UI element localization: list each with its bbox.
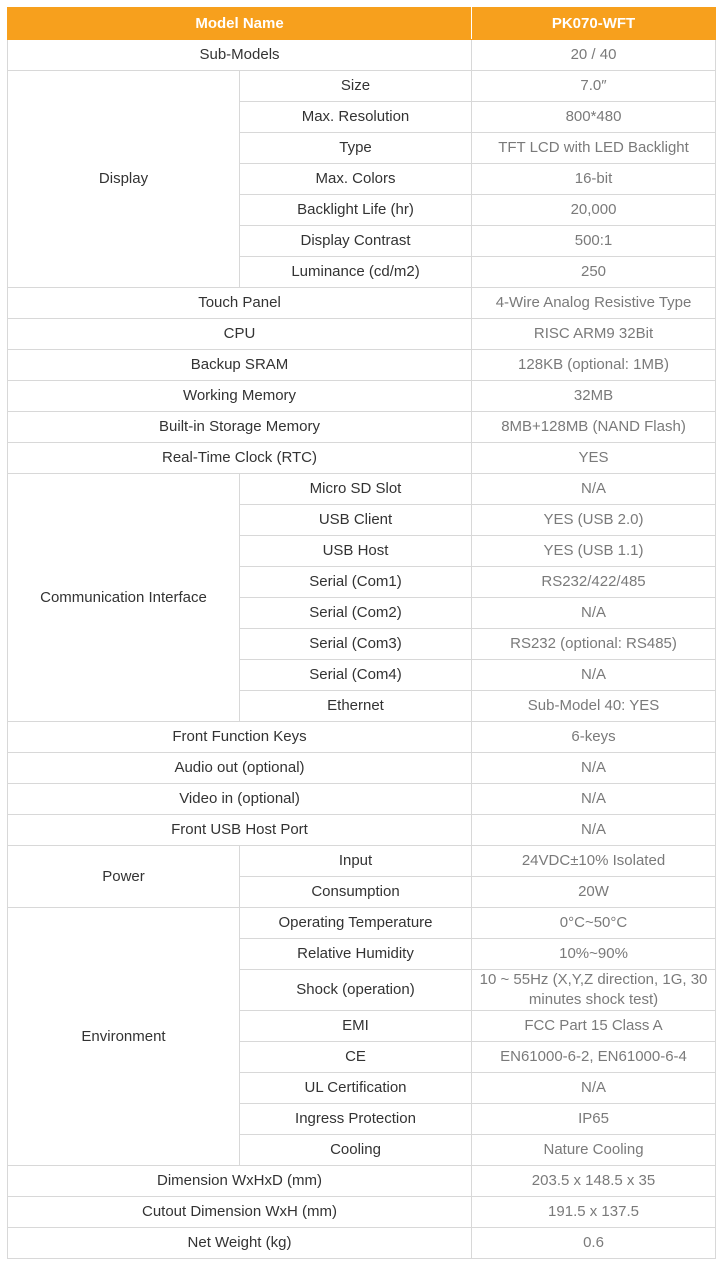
row-value: N/A: [472, 784, 716, 815]
row-value: YES (USB 1.1): [472, 536, 716, 567]
row-label: Audio out (optional): [8, 753, 472, 784]
sub-label: CE: [240, 1042, 472, 1073]
row-value: RS232/422/485: [472, 567, 716, 598]
row-label: Built-in Storage Memory: [8, 412, 472, 443]
sub-label: Relative Humidity: [240, 939, 472, 970]
sub-label: USB Client: [240, 505, 472, 536]
row-value: 10%~90%: [472, 939, 716, 970]
header-model: PK070-WFT: [472, 8, 716, 40]
sub-label: Consumption: [240, 877, 472, 908]
group-label-display: Display: [8, 71, 240, 288]
row-label: Real-Time Clock (RTC): [8, 443, 472, 474]
row-label: Touch Panel: [8, 288, 472, 319]
table-row: [8, 908, 716, 939]
table-row: [8, 71, 716, 102]
row-value: N/A: [472, 815, 716, 846]
sub-label: UL Certification: [240, 1073, 472, 1104]
table-row: [8, 815, 716, 846]
row-value: N/A: [472, 598, 716, 629]
row-value: 16-bit: [472, 164, 716, 195]
table-row: [8, 722, 716, 753]
group-label-environment: Environment: [8, 908, 240, 1166]
row-label: Front USB Host Port: [8, 815, 472, 846]
row-value: N/A: [472, 753, 716, 784]
sub-label: Micro SD Slot: [240, 474, 472, 505]
row-value: 10 ~ 55Hz (X,Y,Z direction, 1G, 30 minutes shock test): [472, 970, 716, 1011]
row-label: Cutout Dimension WxH (mm): [8, 1197, 472, 1228]
row-label: Front Function Keys: [8, 722, 472, 753]
sub-label: Backlight Life (hr): [240, 195, 472, 226]
row-value: 32MB: [472, 381, 716, 412]
row-value: 203.5 x 148.5 x 35: [472, 1166, 716, 1197]
row-value: 20 / 40: [472, 40, 716, 71]
sub-label: Operating Temperature: [240, 908, 472, 939]
row-value: 500:1: [472, 226, 716, 257]
sub-label: Type: [240, 133, 472, 164]
sub-label: Luminance (cd/m2): [240, 257, 472, 288]
table-row: [8, 288, 716, 319]
row-value: EN61000-6-2, EN61000-6-4: [472, 1042, 716, 1073]
row-value: 250: [472, 257, 716, 288]
group-label-communication: Communication Interface: [8, 474, 240, 722]
row-value: TFT LCD with LED Backlight: [472, 133, 716, 164]
row-value: 8MB+128MB (NAND Flash): [472, 412, 716, 443]
sub-label: Max. Resolution: [240, 102, 472, 133]
row-value: 0°C~50°C: [472, 908, 716, 939]
table-row: [8, 1197, 716, 1228]
table-row: [8, 381, 716, 412]
row-value: Nature Cooling: [472, 1135, 716, 1166]
row-value: IP65: [472, 1104, 716, 1135]
sub-label: Serial (Com3): [240, 629, 472, 660]
sub-label: Serial (Com2): [240, 598, 472, 629]
row-value: 20W: [472, 877, 716, 908]
row-value: Sub-Model 40: YES: [472, 691, 716, 722]
header-row: [8, 8, 716, 40]
table-row: [8, 443, 716, 474]
row-value: 6-keys: [472, 722, 716, 753]
sub-label: Cooling: [240, 1135, 472, 1166]
spec-table: [7, 7, 716, 1259]
row-value: FCC Part 15 Class A: [472, 1011, 716, 1042]
row-label: Net Weight (kg): [8, 1228, 472, 1259]
row-value: 7.0″: [472, 71, 716, 102]
sub-label: USB Host: [240, 536, 472, 567]
sub-label: Max. Colors: [240, 164, 472, 195]
row-value: 191.5 x 137.5: [472, 1197, 716, 1228]
row-value: RS232 (optional: RS485): [472, 629, 716, 660]
row-value: 0.6: [472, 1228, 716, 1259]
row-label: Working Memory: [8, 381, 472, 412]
sub-label: Serial (Com4): [240, 660, 472, 691]
row-value: N/A: [472, 474, 716, 505]
row-value: YES (USB 2.0): [472, 505, 716, 536]
sub-label: Display Contrast: [240, 226, 472, 257]
sub-label: Size: [240, 71, 472, 102]
table-row: [8, 1228, 716, 1259]
row-value: 800*480: [472, 102, 716, 133]
row-label: CPU: [8, 319, 472, 350]
table-row: [8, 40, 716, 71]
row-value: 128KB (optional: 1MB): [472, 350, 716, 381]
header-name-label: Model Name: [8, 8, 472, 40]
row-value: N/A: [472, 1073, 716, 1104]
row-label: Dimension WxHxD (mm): [8, 1166, 472, 1197]
row-label: Backup SRAM: [8, 350, 472, 381]
table-row: [8, 753, 716, 784]
sub-label: EMI: [240, 1011, 472, 1042]
table-row: [8, 350, 716, 381]
table-row: [8, 412, 716, 443]
row-value: 24VDC±10% Isolated: [472, 846, 716, 877]
sub-label: Input: [240, 846, 472, 877]
row-value: RISC ARM9 32Bit: [472, 319, 716, 350]
table-row: [8, 319, 716, 350]
row-value: YES: [472, 443, 716, 474]
row-value: 20,000: [472, 195, 716, 226]
row-label: Sub-Models: [8, 40, 472, 71]
row-value: N/A: [472, 660, 716, 691]
table-row: [8, 784, 716, 815]
sub-label: Ingress Protection: [240, 1104, 472, 1135]
table-row: [8, 474, 716, 505]
group-label-power: Power: [8, 846, 240, 908]
row-label: Video in (optional): [8, 784, 472, 815]
sub-label: Ethernet: [240, 691, 472, 722]
table-row: [8, 846, 716, 877]
sub-label: Shock (operation): [240, 970, 472, 1011]
table-row: [8, 1166, 716, 1197]
sub-label: Serial (Com1): [240, 567, 472, 598]
row-value: 4-Wire Analog Resistive Type: [472, 288, 716, 319]
